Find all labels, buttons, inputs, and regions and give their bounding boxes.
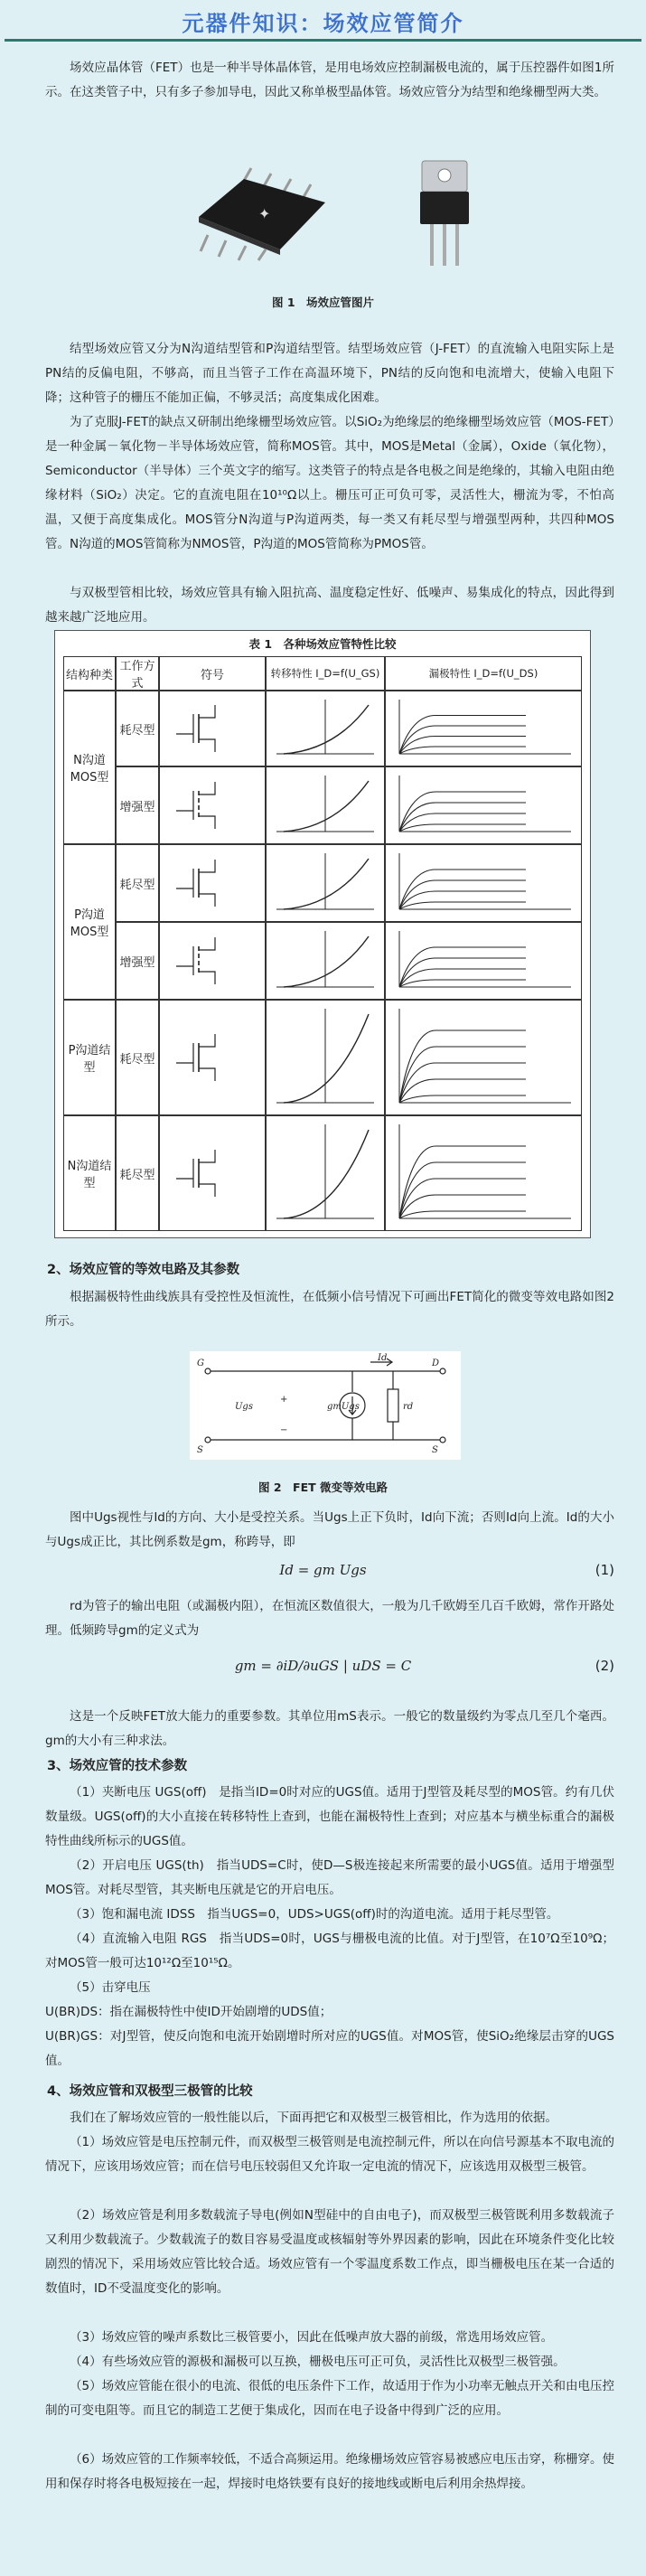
svg-text:rd: rd <box>403 1402 414 1412</box>
svg-text:gmUgs: gmUgs <box>327 1402 360 1412</box>
drain-lead <box>199 937 215 950</box>
drain-curve <box>399 1211 526 1218</box>
mode-p-jfet-depletion: 耗尽型 <box>116 1000 159 1115</box>
group-p-jfet: P沟道结型 <box>63 1000 116 1115</box>
equation-1 <box>0 1562 646 1584</box>
source-lead <box>199 1068 215 1081</box>
drain-curve <box>399 803 526 832</box>
spec-item-4: （4）直流输入电阻 RGS 指当UDS=0时，UGS与栅极电流的比值。对于J型管，在10⁷Ω至10⁹Ω；对MOS管一般可达10¹²Ω至10¹⁵Ω。 <box>45 1932 614 1970</box>
svg-text:D: D <box>432 1359 440 1368</box>
svg-text:S: S <box>197 1445 203 1455</box>
soic-chip-image <box>181 163 334 262</box>
source-lead <box>199 894 215 907</box>
transfer-curve <box>284 705 369 754</box>
header-symbol: 符号 <box>159 656 266 691</box>
drain-lead <box>199 1150 215 1162</box>
equation-2-expression: gm = ∂iD/∂uGS | uDS = C <box>234 1658 412 1674</box>
drain-lead <box>199 1034 215 1047</box>
drain-curve <box>399 902 526 909</box>
source-lead <box>199 1184 215 1197</box>
svg-text:+: + <box>280 1395 288 1405</box>
spec-item-2: （2）开启电压 UGS(th) 指当UDS=C时，使D—S极连接起来所需要的最小UGS值。适用于增强型MOS管。对耗尽型管，其夹断电压就是它的开启电压。 <box>45 1858 614 1897</box>
equation-1-expression: Id = gm Ugs <box>279 1562 367 1578</box>
transfer-curve <box>284 1130 369 1218</box>
mosfet-paragraph: 为了克服J-FET的缺点又研制出绝缘栅型场效应管。以SiO₂为绝缘层的绝缘栅型场效应管（MOS-FET）是一种金属－氧化物－半导体场效应管，简称MOS管。其中，MOS是Metal（金属），Oxide（氧化物），Semiconductor（半导体）三个英文字的缩写。这类管子的特点是各电极之间是绝缘的，其输入电阻由绝缘材料（SiO₂）决定。它的直流电阻在10¹⁰Ω以上。栅压可正可负可零，灵活性大，栅流为零，不怕高温，又便于高度集成化。MOS管分N沟道与P沟道两类，每一类又有耗尽型与增强型两种，共四种MOS管。N沟道的MOS管简称为NMOS管，P沟道的MOS管简称为PMOS管。 <box>45 415 614 551</box>
spec-item-breakdown-gs: U(BR)GS：对J型管，使反向饱和电流开始剧增时所对应的UGS值。对MOS管，使SiO₂绝缘层击穿的UGS值。 <box>45 2029 614 2068</box>
spec-item-breakdown-ds: U(BR)DS：指在漏极特性中使ID开始剧增的UDS值； <box>45 2005 332 2019</box>
comparison-paragraph: 与双极型管相比较，场效应管具有输入阻抗高、温度稳定性好、低噪声、易集成化的特点，因此得到越来越广泛地应用。 <box>45 586 614 625</box>
intro-paragraph: 场效应晶体管（FET）也是一种半导体晶体管，是用电场效应控制漏极电流的，属于压控器件如图1所示。在这类管子中，只有多子参加导电，因此又称单极型晶体管。场效应管分为结型和绝缘栅型两大类。 <box>45 61 614 99</box>
table-drawings <box>63 656 582 1231</box>
drain-curve <box>399 891 526 909</box>
svg-text:−: − <box>280 1425 288 1435</box>
figure2-caption: 图 2 FET 微变等效电路 <box>257 1481 388 1494</box>
drain-curve <box>399 980 526 987</box>
compare-item-6: （6）场效应管的工作频率较低，不适合高频运用。绝缘栅场效应管容易被感应电压击穿，称栅穿。使用和保存时将各电极短接在一起，焊接时电烙铁要有良好的接地线或断电后利用余热焊接。 <box>45 2452 614 2491</box>
title-divider <box>5 39 641 42</box>
spec-item-1: （1）夹断电压 UGS(off) 是指当ID=0时对应的UGS值。适用于J型管及耗尽型的MOS管。约有几伏数量级。UGS(off)的大小直接在转移特性上查到，也能在漏极特性上查到；对应基本与横坐标重合的漏极特性曲线所标示的UGS值。 <box>45 1785 614 1848</box>
section4-title: 4、场效应管和双极型三极管的比较 <box>47 2084 253 2099</box>
source-lead <box>199 816 215 829</box>
drain-curve <box>399 813 526 832</box>
section2-title: 2、场效应管的等效电路及其参数 <box>47 1263 240 1277</box>
figure1-caption: 图 1 场效应管图片 <box>271 296 375 309</box>
svg-text:✦: ✦ <box>258 205 271 222</box>
table-grid <box>63 656 582 1231</box>
section2-paragraph4: 这是一个反映FET放大能力的重要参数。其单位用mS表示。一般它的数量级约为零点几至几个毫西。gm的大小有三种求法。 <box>45 1709 614 1748</box>
drain-curve <box>399 1162 526 1218</box>
spec-item-5: （5）击穿电压 <box>70 1980 151 1995</box>
group-n-jfet: N沟道结型 <box>63 1115 116 1231</box>
section4-intro: 我们在了解场效应管的一般性能以后，下面再把它和双极型三极管相比，作为选用的依据。 <box>70 2111 557 2125</box>
drain-lead <box>199 860 215 872</box>
drain-curve <box>399 1146 526 1218</box>
drain-curve <box>399 1195 526 1218</box>
transfer-curve <box>284 936 369 987</box>
mode-n-jfet-depletion: 耗尽型 <box>116 1115 159 1231</box>
drain-lead <box>199 705 215 718</box>
fet-equivalent-circuit <box>190 1351 461 1460</box>
source-lead <box>199 972 215 984</box>
group-p-mos: P沟道MOS型 <box>63 844 116 1000</box>
jfet-paragraph: 结型场效应管又分为N沟道结型管和P沟道结型管。结型场效应管（J-FET）的直流输入电阻实际上是PN结的反偏电阻，不够高，而且当管子工作在高温环境下，PN结的反向饱和电流增大，使输入电阻下降；这种管子的栅压不能加正偏，不够灵活；高度集成化困难。 <box>45 342 614 405</box>
header-drain: 漏极特性 I_D=f(U_DS) <box>385 656 582 691</box>
page-title: 元器件知识：场效应管简介 <box>182 11 464 36</box>
svg-text:Ugs: Ugs <box>235 1402 253 1412</box>
to220-transistor-image <box>417 159 472 268</box>
drain-curve <box>399 880 526 909</box>
mode-p-mos-depletion: 耗尽型 <box>116 844 159 922</box>
spec-item-3: （3）饱和漏电流 IDSS 指当UGS=0，UDS>UGS(off)时的沟道电流。适用于耗尽型管。 <box>70 1907 559 1922</box>
transfer-curve <box>284 781 369 832</box>
drain-curve <box>399 969 526 987</box>
mode-p-mos-enhancement: 增强型 <box>116 922 159 1000</box>
compare-item-4: （4）有些场效应管的源极和漏极可以互换，栅极电压可正可负，灵活性比双极型三极管强。 <box>70 2355 566 2369</box>
drain-lead <box>199 782 215 794</box>
equation-2 <box>0 1658 646 1679</box>
transfer-curve <box>284 1014 369 1103</box>
group-n-mos: N沟道MOS型 <box>63 691 116 844</box>
compare-item-5: （5）场效应管能在很小的电流、很低的电压条件下工作，故适用于作为小功率无触点开关和由电压控制的可变电阻等。而且它的制造工艺便于集成化，因而在电子设备中得到广泛的应用。 <box>45 2379 614 2418</box>
transfer-curve <box>284 859 369 909</box>
drain-curve <box>399 1095 526 1103</box>
section3-title: 3、场效应管的技术参数 <box>47 1759 188 1773</box>
mode-n-mos-depletion: 耗尽型 <box>116 691 159 766</box>
compare-item-1: （1）场效应管是电压控制元件，而双极型三极管则是电流控制元件，所以在向信号源基本不取电流的情况下，应该用场效应管；而在信号电压较弱但又允许取一定电流的情况下，应该选用双极型三极管。 <box>45 2135 614 2174</box>
drain-curve <box>399 726 526 754</box>
section2-paragraph3: rd为管子的输出电阻（或漏极内阻），在恒流区数值很大，一般为几千欧姆至几百千欧姆，常作开路处理。低频跨导gm的定义式为 <box>45 1599 614 1638</box>
equation-2-number: (2) <box>595 1658 614 1674</box>
equation-1-number: (1) <box>595 1562 614 1578</box>
header-mode: 工作方式 <box>116 656 159 691</box>
drain-curve <box>399 737 526 755</box>
header-transfer: 转移特性 I_D=f(U_GS) <box>266 656 385 691</box>
source-lead <box>199 739 215 752</box>
drain-curve <box>399 747 526 754</box>
fet-comparison-table <box>54 630 591 1238</box>
drain-curve <box>399 824 526 832</box>
svg-text:S: S <box>432 1445 438 1455</box>
drain-curve <box>399 1047 526 1103</box>
header-structure: 结构种类 <box>63 656 116 691</box>
section2-paragraph1: 根据漏极特性曲线族具有受控性及恒流性，在低频小信号情况下可画出FET简化的微变等效电路如图2所示。 <box>45 1290 614 1329</box>
svg-text:G: G <box>197 1359 204 1368</box>
mode-n-mos-enhancement: 增强型 <box>116 766 159 844</box>
section2-paragraph2: 图中Ugs视性与Id的方向、大小是受控关系。当Ugs上正下负时，Id向下流；否则Id向上流。Id的大小与Ugs成正比，其比例系数是gm，称跨导，即 <box>45 1510 614 1549</box>
table-title: 表 1 各种场效应管特性比较 <box>248 637 397 651</box>
drain-curve <box>399 1079 526 1103</box>
compare-item-2: （2）场效应管是利用多数载流子导电(例如N型硅中的自由电子)，而双极型三极管既利用多数载流子又利用少数载流子。少数载流子的数目容易受温度或核辐射等外界因素的影响，因此在环境条件变化比较剧烈的情况下，采用场效应管比较合适。场效应管有一个零温度系数工作点，即当栅极电压在某一合适的数值时，ID不受温度变化的影响。 <box>45 2208 614 2296</box>
drain-curve <box>399 958 526 987</box>
svg-text:Id: Id <box>378 1353 388 1363</box>
compare-item-3: （3）场效应管的噪声系数比三极管要小，因此在低噪声放大器的前级，常选用场效应管。 <box>70 2330 554 2345</box>
drain-curve <box>399 1030 526 1103</box>
